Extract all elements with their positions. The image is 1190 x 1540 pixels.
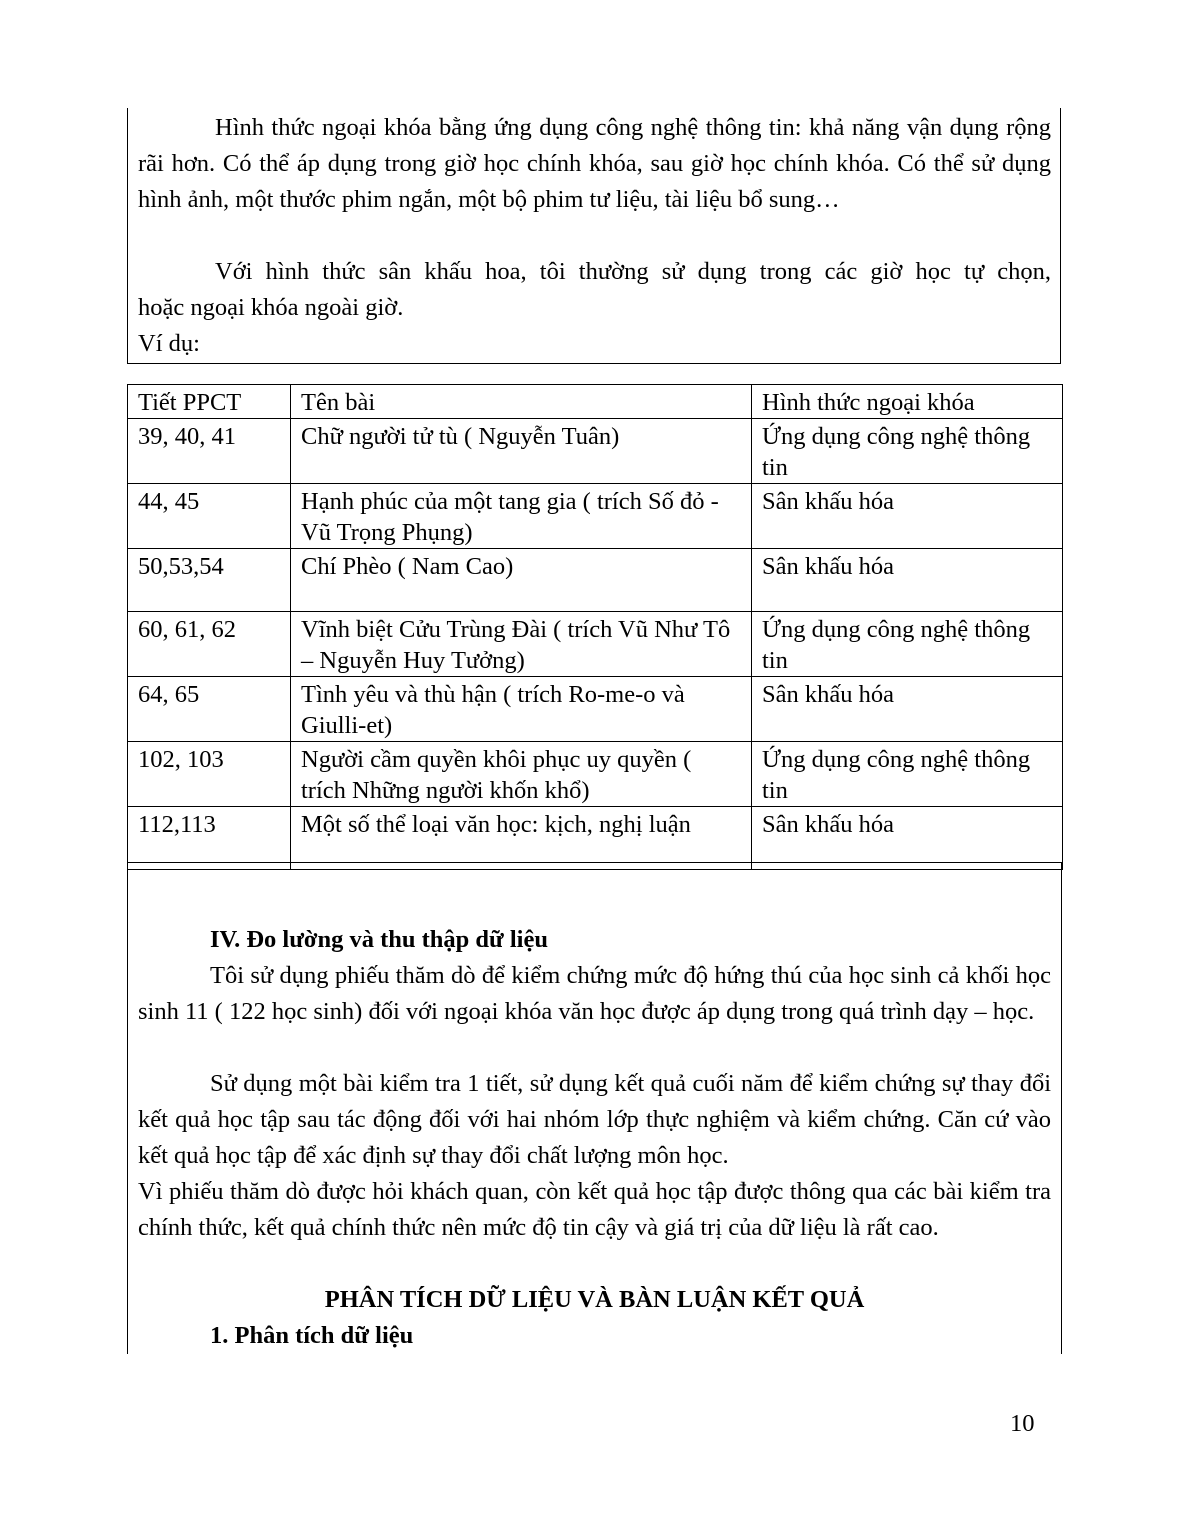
form-cell: Sân khấu hóa <box>752 549 1063 612</box>
bottom-paragraph-1: Tôi sử dụng phiếu thăm dò để kiểm chứng mức độ hứng thú của học sinh cả khối học sinh 11 ( 122 học sinh) đối với ngoại khóa văn học được áp dụng trong quá trình dạy – học. <box>138 962 1051 1025</box>
lesson-table <box>127 384 1063 870</box>
form-cell: Sân khấu hóa <box>752 677 1063 742</box>
top-paragraph-2-line-1: Với hình thức sân khấu hoa, tôi thường sử dụng trong các giờ học tự chọn, <box>215 258 1051 285</box>
analysis-section-title: PHÂN TÍCH DỮ LIỆU VÀ BÀN LUẬN KẾT QUẢ <box>324 1286 865 1313</box>
form-cell: Sân khấu hóa <box>752 807 1063 870</box>
period-cell: 102, 103 <box>128 742 291 807</box>
page-number: 10 <box>1010 1410 1035 1437</box>
form-cell: Ứng dụng công nghệ thông tin <box>752 742 1063 807</box>
heading-label: . Đo lường và thu thập dữ liệu <box>234 926 548 953</box>
header-cell: Tiết PPCT <box>128 385 291 419</box>
bottom-paragraph-3: Vì phiếu thăm dò được hỏi khách quan, còn kết quả học tập được thông qua các bài kiểm tra chính thức, kết quả chính thức nên mức độ tin cậy và giá trị của dữ liệu là rất cao. <box>138 1178 1051 1241</box>
form-cell: Ứng dụng công nghệ thông tin <box>752 612 1063 677</box>
period-cell: 44, 45 <box>128 484 291 549</box>
period-cell: 39, 40, 41 <box>128 419 291 484</box>
top-paragraph-1: Hình thức ngoại khóa bằng ứng dụng công nghệ thông tin: khả năng vận dụng rộng rãi hơn. Có thể áp dụng trong giờ học chính khóa, sau giờ học chính khóa. Có thể sử dụng hình ảnh, một thước phim ngắn, một bộ phim tư liệu, tài liệu bổ sung… <box>138 114 1051 213</box>
table-row <box>128 484 1063 549</box>
bottom-paragraph-2: Sử dụng một bài kiểm tra 1 tiết, sử dụng kết quả cuối năm để kiểm chứng sự thay đổi kết quả học tập sau tác động đối với hai nhóm lớp thực nghiệm và kiểm chứng. Căn cứ vào kết quả học tập để xác định sự thay đổi chất lượng môn học. <box>138 1070 1051 1169</box>
title-cell: Vĩnh biệt Cửu Trùng Đài ( trích Vũ Như Tô – Nguyễn Huy Tưởng) <box>291 612 752 677</box>
period-cell: 64, 65 <box>128 677 291 742</box>
table-row <box>128 419 1063 484</box>
period-cell: 112,113 <box>128 807 291 870</box>
section-heading <box>210 922 548 958</box>
form-cell: Sân khấu hóa <box>752 484 1063 549</box>
table-row <box>128 742 1063 807</box>
top-paragraph-2-line-2: hoặc ngoại khóa ngoài giờ. <box>138 294 404 321</box>
title-cell: Chữ người tử tù ( Nguyễn Tuân) <box>291 419 752 484</box>
header-cell: Hình thức ngoại khóa <box>752 385 1063 419</box>
table-row <box>128 549 1063 612</box>
period-cell: 60, 61, 62 <box>128 612 291 677</box>
form-cell: Ứng dụng công nghệ thông tin <box>752 419 1063 484</box>
table-row <box>128 807 1063 870</box>
subsection-title: 1. Phân tích dữ liệu <box>210 1322 414 1349</box>
table-row <box>128 612 1063 677</box>
title-cell: Tình yêu và thù hận ( trích Ro-me-o và Giulli-et) <box>291 677 752 742</box>
example-label: Ví dụ: <box>138 330 200 357</box>
period-cell: 50,53,54 <box>128 549 291 612</box>
table-header-row <box>128 385 1063 419</box>
heading-roman-numeral: IV <box>210 926 235 953</box>
table-row <box>128 677 1063 742</box>
title-cell: Hạnh phúc của một tang gia ( trích Số đỏ - Vũ Trọng Phụng) <box>291 484 752 549</box>
title-cell: Chí Phèo ( Nam Cao) <box>291 549 752 612</box>
title-cell: Một số thể loại văn học: kịch, nghị luận <box>291 807 752 870</box>
header-cell: Tên bài <box>291 385 752 419</box>
title-cell: Người cầm quyền khôi phục uy quyền ( trích Những người khốn khổ) <box>291 742 752 807</box>
